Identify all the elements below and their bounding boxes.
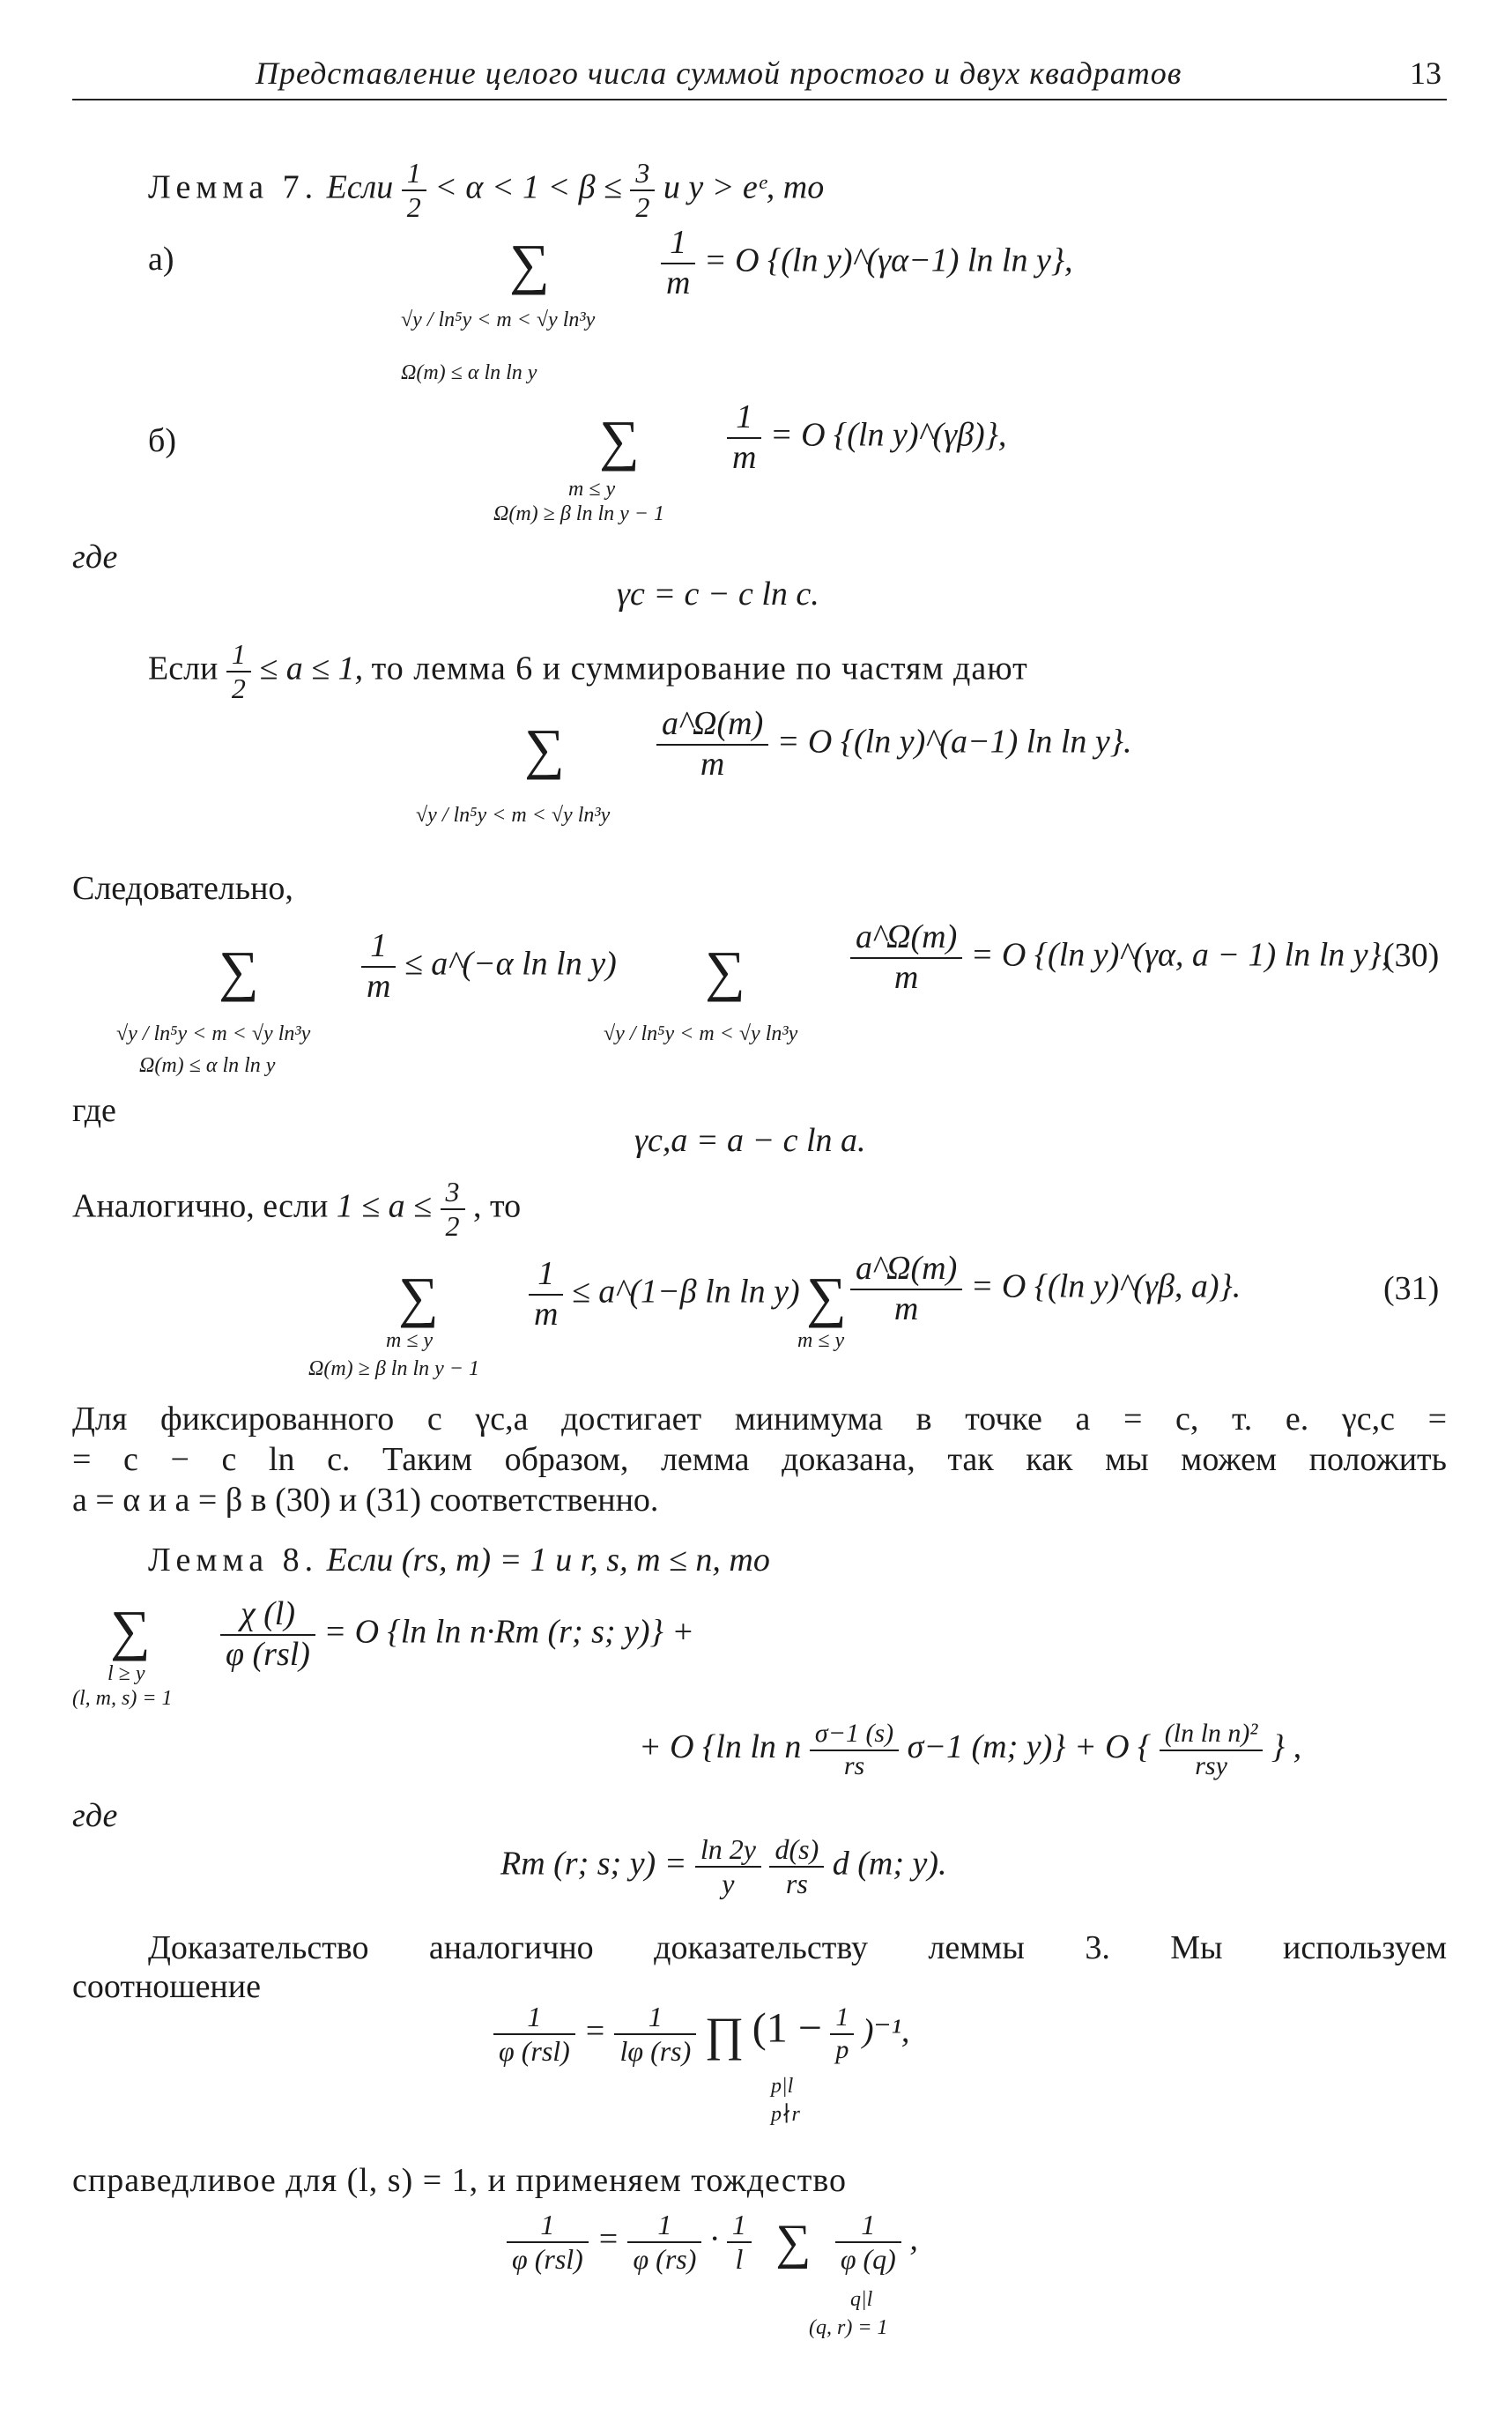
lemma8-sum-sign: ∑	[110, 1599, 151, 1661]
para3-frac1: $\frac{1}{\text{φ (rsl)}}$	[493, 2001, 575, 2068]
lemma7-a-cond2: Ω(m) ≤ α ln ln y	[401, 361, 537, 384]
eq31-rhs-frac: $\frac{a\^{}\Omega(m)}{m}$	[850, 1250, 962, 1328]
lemma7-where: где	[72, 539, 118, 576]
para3-line2: соотношение	[72, 1968, 261, 2005]
rm-lhs: Rm (r; s; y) =	[500, 1845, 687, 1883]
eq30-sum-sign-left: ∑	[219, 940, 259, 1002]
lemma7-b-sum-sign: ∑	[599, 409, 640, 472]
eq30-tag: (30)	[1383, 937, 1440, 974]
lemma8-rhs2a: + O {ln ln n	[639, 1728, 802, 1766]
para1-line	[148, 638, 1028, 705]
para3-formula: $\frac{1}{\text{φ (rsl)}}$ = $\frac{1}{l\varphi (rs)}$ ∏ (1 − $\frac{1}{p}$ )⁻¹,	[493, 2001, 909, 2068]
consequently: Следовательно,	[72, 870, 293, 907]
lemma7-cond-mid: < α < 1 < β ≤	[434, 168, 622, 206]
lemma8-line2	[639, 1719, 1301, 1781]
para1-cond-sum: √y / ln⁵y < m < √y ln³y	[416, 804, 611, 827]
eq30-cond1: √y / ln⁵y < m < √y ln³y	[116, 1022, 311, 1045]
analog-cond: 1 ≤ a ≤	[336, 1187, 433, 1225]
eq31-rhs	[850, 1250, 1241, 1328]
para4-cond1: q|l	[850, 2288, 873, 2311]
header-rule	[72, 99, 1447, 100]
eq30-lhs-rest: ≤ a^(−α ln ln y)	[404, 945, 617, 983]
eq31-tag: (31)	[1383, 1270, 1440, 1307]
rm-frac2: $\frac{d(s)}{rs}$	[769, 1833, 824, 1900]
para1-prefix: Если	[148, 650, 219, 687]
lemma7-b-rhs: = O {(ln y)^(γβ)},	[769, 416, 1007, 454]
lemma8-where: где	[72, 1797, 118, 1834]
para1-frac: $\frac{a\^{}\Omega(m)}{m}$	[656, 705, 768, 784]
lemma7-b-formula	[727, 398, 1006, 477]
para4-frac1: $\frac{1}{\text{φ (rsl)}}$	[507, 2209, 589, 2276]
lemma7-a-formula	[661, 224, 1073, 302]
lemma7-a-label: а)	[148, 241, 174, 278]
gamma-ca-definition: γc,a = a − c ln a.	[634, 1122, 866, 1159]
para2-line2: = c − c ln c. Таким образом, лемма доказана, так как мы можем положить	[72, 1441, 1447, 1478]
lemma8-rhs2-frac: $\frac{\sigma-1 (s)}{rs}$	[810, 1719, 899, 1781]
para4-frac3: $\frac{1}{l}$	[727, 2209, 752, 2276]
eq30-lhs-frac: $\frac{1}{m}$	[361, 927, 396, 1006]
para4-cond2: (q, r) = 1	[809, 2316, 888, 2339]
lemma8-rhs2c: } ,	[1271, 1728, 1302, 1766]
gamma-c-definition: γc = c − c ln c.	[617, 576, 819, 613]
eq31-rhs-text: = O {(ln y)^(γβ, a)}.	[970, 1267, 1241, 1305]
para4-tail: ,	[909, 2220, 918, 2258]
lemma8-frac: $\frac{\chi (l)}{\text{φ (rsl)}}$	[220, 1595, 315, 1674]
lemma7-b-frac: $\frac{1}{m}$	[727, 398, 761, 477]
para4-line1: справедливое для (l, s) = 1, и применяем тождество	[72, 2162, 848, 2199]
lemma8-line1	[220, 1595, 694, 1674]
para3-line1: Доказательство аналогично доказательству леммы 3. Мы используем	[148, 1929, 1447, 1966]
eq30-cond2: Ω(m) ≤ α ln ln y	[139, 1054, 276, 1077]
analog-prefix: Аналогично, если	[72, 1187, 329, 1225]
para1-cond: ≤ a ≤ 1,	[259, 650, 364, 687]
lemma7-a-cond1: √y / ln⁵y < m < √y ln³y	[401, 308, 596, 331]
eq31-cond3: m ≤ y	[797, 1329, 845, 1352]
running-title: Представление целого числа суммой простого и двух квадратов	[256, 56, 1182, 91]
eq31-lhs-rest: ≤ a^(1−β ln ln y)	[571, 1273, 800, 1311]
eq30-sum-sign-right: ∑	[705, 940, 745, 1002]
where2: где	[72, 1092, 116, 1129]
lemma8-rhs1: = O {ln ln n·Rm (r; s; y)} +	[323, 1613, 694, 1651]
rm-definition	[500, 1833, 947, 1900]
para1-rest: то лемма 6 и суммирование по частям дают	[371, 650, 1028, 687]
para3-paren: (1 −	[752, 2004, 822, 2052]
lemma8-cond: Если (rs, m) = 1 и r, s, m ≤ n, то	[326, 1542, 770, 1579]
lemma7-b-cond1: m ≤ y	[568, 478, 616, 501]
para4-frac4: $\frac{1}{\varphi (q)}$	[835, 2209, 901, 2276]
eq30-lhs	[361, 927, 617, 1006]
lemma7-label: Лемма 7.	[148, 168, 319, 206]
lemma7-statement	[148, 157, 824, 224]
lemma7-cond-prefix: Если	[326, 168, 394, 206]
para4-formula: $\frac{1}{\text{φ (rsl)}}$ = $\frac{1}{\varphi (rs)}$ · $\frac{1}{l}$ ∑ $\frac{1}{\varphi (q)}$ ,	[507, 2209, 918, 2276]
lemma8-rhs2-frac2: $\frac{\text{(ln ln n)²}}{\text{rsy}}$	[1160, 1719, 1264, 1781]
lemma7-a-frac: $\frac{1}{m}$	[661, 224, 695, 302]
para4-frac2: $\frac{1}{\varphi (rs)}$	[627, 2209, 701, 2276]
rm-rest: d (m; y).	[832, 1845, 947, 1883]
para2-line3: a = α и a = β в (30) и (31) соответственно.	[72, 1482, 659, 1519]
analog-three-halves: $\frac{3}{2}$	[441, 1176, 465, 1243]
para2-line1: Для фиксированного c γc,a достигает минимума в точке a = c, т. е. γc,c =	[72, 1400, 1447, 1438]
eq30-cond3: √y / ln⁵y < m < √y ln³y	[604, 1022, 798, 1045]
lemma8-statement	[148, 1541, 770, 1579]
lemma7-a-sum-sign: ∑	[509, 233, 550, 295]
para4-sum-sign: ∑	[775, 2214, 812, 2270]
eq31-sum-sign-left: ∑	[398, 1266, 439, 1328]
analog-line	[72, 1176, 521, 1243]
para3-prod-cond2: p∤r	[771, 2103, 800, 2126]
lemma7-three-halves: $\frac{3}{2}$	[630, 157, 655, 224]
lemma7-half: $\frac{1}{2}$	[402, 157, 426, 224]
para1-rhs: = O {(ln y)^(a−1) ln ln y}.	[776, 723, 1132, 761]
eq31-lhs	[529, 1255, 800, 1334]
para3-frac2: $\frac{1}{l\varphi (rs)}$	[614, 2001, 696, 2068]
lemma8-cond2: (l, m, s) = 1	[72, 1687, 173, 1710]
para3-paren-close: )⁻¹,	[862, 2012, 910, 2050]
rm-frac1: $\frac{\ln 2y}{y}$	[695, 1833, 761, 1900]
para1-half: $\frac{1}{2}$	[226, 638, 251, 705]
lemma8-rhs2b: σ−1 (m; y)} + O {	[907, 1728, 1152, 1766]
lemma7-b-cond2: Ω(m) ≥ β ln ln y − 1	[493, 502, 664, 525]
analog-suffix: , то	[473, 1187, 522, 1225]
eq30-rhs-frac: $\frac{a\^{}\Omega(m)}{m}$	[850, 918, 962, 997]
para1-sum-sign: ∑	[524, 717, 565, 780]
eq31-cond2: Ω(m) ≥ β ln ln y − 1	[308, 1357, 479, 1380]
lemma7-a-rhs: = O {(ln y)^(γα−1) ln ln y},	[703, 241, 1073, 279]
lemma8-cond1: l ≥ y	[107, 1662, 145, 1685]
lemma7-b-label: б)	[148, 422, 176, 459]
para3-prod-cond1: p|l	[771, 2075, 794, 2098]
para3-frac3: $\frac{1}{p}$	[830, 2002, 854, 2065]
eq30-rhs-text: = O {(ln y)^(γα, a − 1) ln ln y},	[970, 936, 1390, 974]
lemma7-cond-suffix: и y > eᵉ, то	[663, 168, 825, 206]
eq31-lhs-frac: $\frac{1}{m}$	[529, 1255, 563, 1334]
eq31-sum-sign-right: ∑	[806, 1266, 847, 1328]
para1-formula	[656, 705, 1131, 784]
eq31-cond1: m ≤ y	[386, 1329, 434, 1352]
lemma8-label: Лемма 8.	[148, 1542, 319, 1579]
eq30-rhs	[850, 918, 1390, 997]
page-number: 13	[1410, 56, 1442, 91]
para3-product-sign: ∏	[704, 2007, 745, 2061]
